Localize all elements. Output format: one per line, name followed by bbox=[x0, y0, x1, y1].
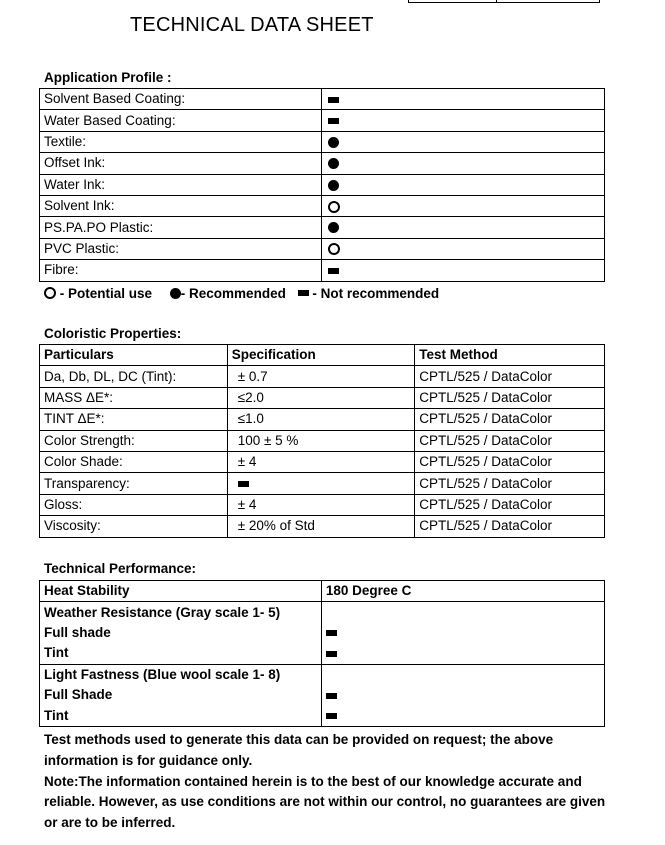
particular-cell: Color Shade: bbox=[40, 451, 228, 472]
application-profile-heading: Application Profile : bbox=[44, 70, 172, 85]
potential-use-ring-icon bbox=[328, 201, 340, 213]
recommended-dot-icon bbox=[328, 222, 339, 233]
application-row bbox=[40, 131, 605, 152]
test-method-cell: CPTL/525 / DataColor bbox=[415, 451, 605, 472]
weather-resistance-label: Weather Resistance (Gray scale 1- 5) bbox=[40, 602, 322, 623]
coloristic-row bbox=[40, 516, 605, 537]
specification-cell: ± 0.7 bbox=[227, 366, 415, 387]
specification-cell bbox=[227, 473, 415, 494]
weather-full-shade-row bbox=[40, 623, 605, 643]
weather-tint-label: Tint bbox=[40, 643, 322, 664]
recommended-dot-icon bbox=[328, 158, 339, 169]
particular-cell: MASS ΔE*: bbox=[40, 387, 228, 408]
application-profile-table bbox=[39, 88, 605, 282]
test-method-cell: CPTL/525 / DataColor bbox=[415, 473, 605, 494]
page-title: TECHNICAL DATA SHEET bbox=[130, 14, 374, 36]
top-header-box bbox=[408, 0, 600, 3]
application-label: Textile: bbox=[40, 131, 322, 152]
legend-recommended: - Recommended bbox=[180, 285, 286, 301]
application-label: Offset Ink: bbox=[40, 153, 322, 174]
light-fastness-label: Light Fastness (Blue wool scale 1- 8) bbox=[40, 664, 322, 685]
weather-resistance-row bbox=[40, 602, 605, 623]
liability-note: Note:The information contained herein is to the best of our knowledge accurate and reliable. However, as use conditions are not within our control, no guarantees are given or are to be inferred. bbox=[44, 773, 606, 831]
application-label: Fibre: bbox=[40, 260, 322, 281]
heat-stability-label: Heat Stability bbox=[40, 581, 322, 602]
application-label: PS.PA.PO Plastic: bbox=[40, 217, 322, 238]
disclaimer-notes bbox=[44, 730, 609, 834]
header-test-method: Test Method bbox=[415, 345, 605, 366]
application-label: Solvent Based Coating: bbox=[40, 89, 322, 110]
light-tint-label: Tint bbox=[40, 705, 322, 726]
application-rating bbox=[321, 260, 604, 281]
application-rating bbox=[321, 195, 604, 216]
application-label: Water Ink: bbox=[40, 174, 322, 195]
not-recommended-dash-icon bbox=[326, 651, 337, 657]
symbol-legend bbox=[44, 285, 439, 301]
application-rating bbox=[321, 110, 604, 131]
technical-performance-heading: Technical Performance: bbox=[44, 561, 197, 576]
header-specification: Specification bbox=[227, 345, 415, 366]
application-rating bbox=[321, 89, 604, 110]
not-recommended-dash-icon bbox=[328, 268, 339, 274]
particular-cell: Color Strength: bbox=[40, 430, 228, 451]
not-recommended-dash-icon bbox=[328, 97, 339, 103]
coloristic-row bbox=[40, 366, 605, 387]
legend-potential-use: - Potential use bbox=[59, 285, 153, 301]
test-method-cell: CPTL/525 / DataColor bbox=[415, 366, 605, 387]
coloristic-header-row bbox=[40, 345, 605, 366]
test-method-cell: CPTL/525 / DataColor bbox=[415, 516, 605, 537]
not-recommended-dash-icon bbox=[326, 693, 337, 699]
coloristic-row bbox=[40, 451, 605, 472]
legend-not-recommended: - Not recommended bbox=[312, 285, 440, 301]
application-rating bbox=[321, 217, 604, 238]
not-recommended-dash-icon bbox=[328, 118, 339, 124]
weather-tint-row bbox=[40, 643, 605, 664]
application-row bbox=[40, 89, 605, 110]
recommended-dot-icon bbox=[328, 137, 339, 148]
heat-stability-value: 180 Degree C bbox=[321, 581, 604, 602]
recommended-dot-icon bbox=[328, 180, 339, 191]
light-full-shade-label: Full Shade bbox=[40, 685, 322, 705]
not-recommended-dash-icon bbox=[238, 481, 249, 487]
application-label: Solvent Ink: bbox=[40, 195, 322, 216]
heat-stability-row bbox=[40, 581, 605, 602]
application-row bbox=[40, 174, 605, 195]
application-row bbox=[40, 110, 605, 131]
specification-cell: ≤1.0 bbox=[227, 409, 415, 430]
not-recommended-dash-icon bbox=[326, 630, 337, 636]
test-method-cell: CPTL/525 / DataColor bbox=[415, 387, 605, 408]
specification-cell: ≤2.0 bbox=[227, 387, 415, 408]
header-particulars: Particulars bbox=[40, 345, 228, 366]
coloristic-row bbox=[40, 387, 605, 408]
application-rating bbox=[321, 153, 604, 174]
not-recommended-dash-icon bbox=[298, 290, 309, 296]
application-row bbox=[40, 153, 605, 174]
guidance-note: Test methods used to generate this data can be provided on request; the above information is for guidance only. bbox=[44, 732, 554, 768]
test-method-cell: CPTL/525 / DataColor bbox=[415, 409, 605, 430]
light-tint-row bbox=[40, 705, 605, 726]
coloristic-row bbox=[40, 494, 605, 515]
test-method-cell: CPTL/525 / DataColor bbox=[415, 430, 605, 451]
light-fastness-row bbox=[40, 664, 605, 685]
particular-cell: TINT ΔE*: bbox=[40, 409, 228, 430]
particular-cell: Transparency: bbox=[40, 473, 228, 494]
application-label: Water Based Coating: bbox=[40, 110, 322, 131]
coloristic-row bbox=[40, 430, 605, 451]
not-recommended-dash-icon bbox=[326, 713, 337, 719]
application-row bbox=[40, 195, 605, 216]
recommended-dot-icon bbox=[170, 288, 181, 299]
coloristic-properties-heading: Coloristic Properties: bbox=[44, 326, 182, 341]
coloristic-row bbox=[40, 409, 605, 430]
application-row bbox=[40, 217, 605, 238]
specification-cell: 100 ± 5 % bbox=[227, 430, 415, 451]
technical-performance-table bbox=[39, 580, 605, 727]
potential-use-ring-icon bbox=[44, 287, 56, 299]
coloristic-properties-table bbox=[39, 344, 605, 538]
coloristic-row bbox=[40, 473, 605, 494]
potential-use-ring-icon bbox=[328, 243, 340, 255]
application-row bbox=[40, 260, 605, 281]
specification-cell: ± 20% of Std bbox=[227, 516, 415, 537]
application-rating bbox=[321, 238, 604, 259]
weather-full-shade-label: Full shade bbox=[40, 623, 322, 643]
application-label: PVC Plastic: bbox=[40, 238, 322, 259]
particular-cell: Gloss: bbox=[40, 494, 228, 515]
specification-cell: ± 4 bbox=[227, 494, 415, 515]
particular-cell: Viscosity: bbox=[40, 516, 228, 537]
application-rating bbox=[321, 174, 604, 195]
specification-cell: ± 4 bbox=[227, 451, 415, 472]
particular-cell: Da, Db, DL, DC (Tint): bbox=[40, 366, 228, 387]
application-rating bbox=[321, 131, 604, 152]
test-method-cell: CPTL/525 / DataColor bbox=[415, 494, 605, 515]
light-full-shade-row bbox=[40, 685, 605, 705]
application-row bbox=[40, 238, 605, 259]
